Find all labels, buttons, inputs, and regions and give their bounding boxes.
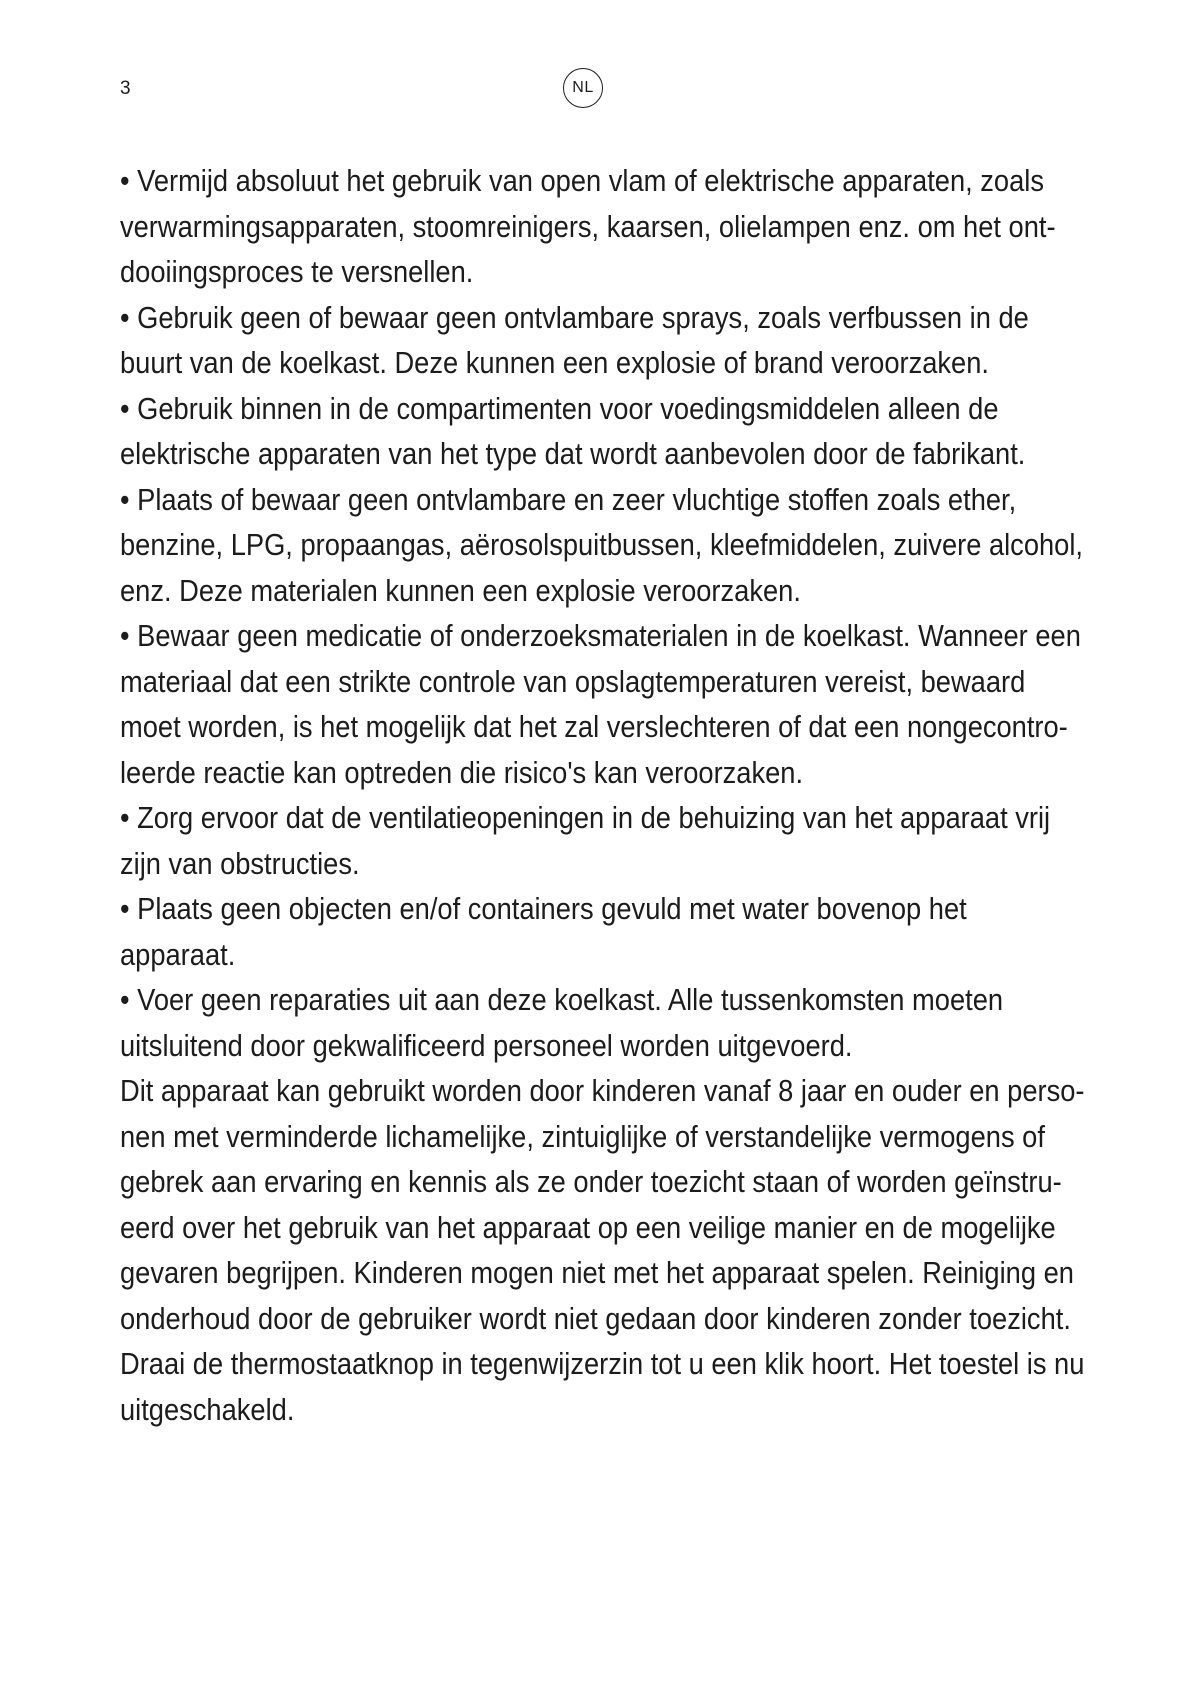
instruction-flammable-sprays: • Gebruik geen of bewaar geen ontvlambare sprays, zoals verfbussen in de buurt van de koelkast. Deze kunnen een explosie of brand veroorzaken. [120, 299, 1029, 380]
instruction-electrical-appliances: • Gebruik binnen in de compartimenten voor voedingsmiddelen alleen de elektrische apparaten van het type dat wordt aanbevolen door de fabrikant. [120, 390, 1026, 471]
paragraph-children-usage: Dit apparaat kan gebruikt worden door kinderen vanaf 8 jaar en ouder en personen met verminderde lichamelijke, zintuiglijke of verstandelijke vermogens of gebrek aan ervaring en kennis als ze onder toezicht staan of worden geïnstrueerd over het gebruik van het apparaat op een veilige manier en de mogelijke gevaren begrijpen. Kinderen mogen niet met het apparaat spelen. Reiniging en onderhoud door de gebruiker wordt niet gedaan door kinderen zonder toezicht. [120, 1073, 1085, 1336]
instruction-water-containers: • Plaats geen objecten en/of containers gevuld met water bovenop het apparaat. [120, 891, 967, 972]
language-badge: NL [563, 68, 603, 108]
instruction-medication: • Bewaar geen medicatie of onderzoeksmaterialen in de koelkast. Wanneer een materiaal dat een strikte controle van opslagtemperaturen vereist, bewaard moet worden, is het mogelijk dat het zal verslechteren of dat een nongecontroleerde reactie kan optreden die risico's kan veroorzaken. [120, 618, 1081, 790]
instruction-ventilation: • Zorg ervoor dat de ventilatieopeningen in de behuizing van het apparaat vrij zijn van obstructies. [120, 800, 1051, 881]
safety-instructions [120, 158, 1088, 1432]
paragraph-switch-off: Draai de thermostaatknop in tegenwijzerzin tot u een klik hoort. Het toestel is nu uitgeschakeld. [120, 1346, 1085, 1427]
page-number: 3 [120, 78, 131, 99]
instruction-open-flame: • Vermijd absoluut het gebruik van open vlam of elektrische apparaten, zoals verwarmingsapparaten, stoomreinigers, kaarsen, olielampen enz. om het ontdooiingsproces te versnellen. [120, 163, 1056, 289]
instruction-repairs: • Voer geen reparaties uit aan deze koelkast. Alle tussenkomsten moeten uitsluitend door gekwalificeerd personeel worden uitgevoerd. [120, 982, 1004, 1063]
instruction-volatile-substances: • Plaats of bewaar geen ontvlambare en zeer vluchtige stoffen zoals ether, benzine, LPG, propaangas, aërosolspuitbussen, kleefmiddelen, zuivere alcohol, enz. Deze materialen kunnen een explosie veroorzaken. [120, 481, 1083, 608]
